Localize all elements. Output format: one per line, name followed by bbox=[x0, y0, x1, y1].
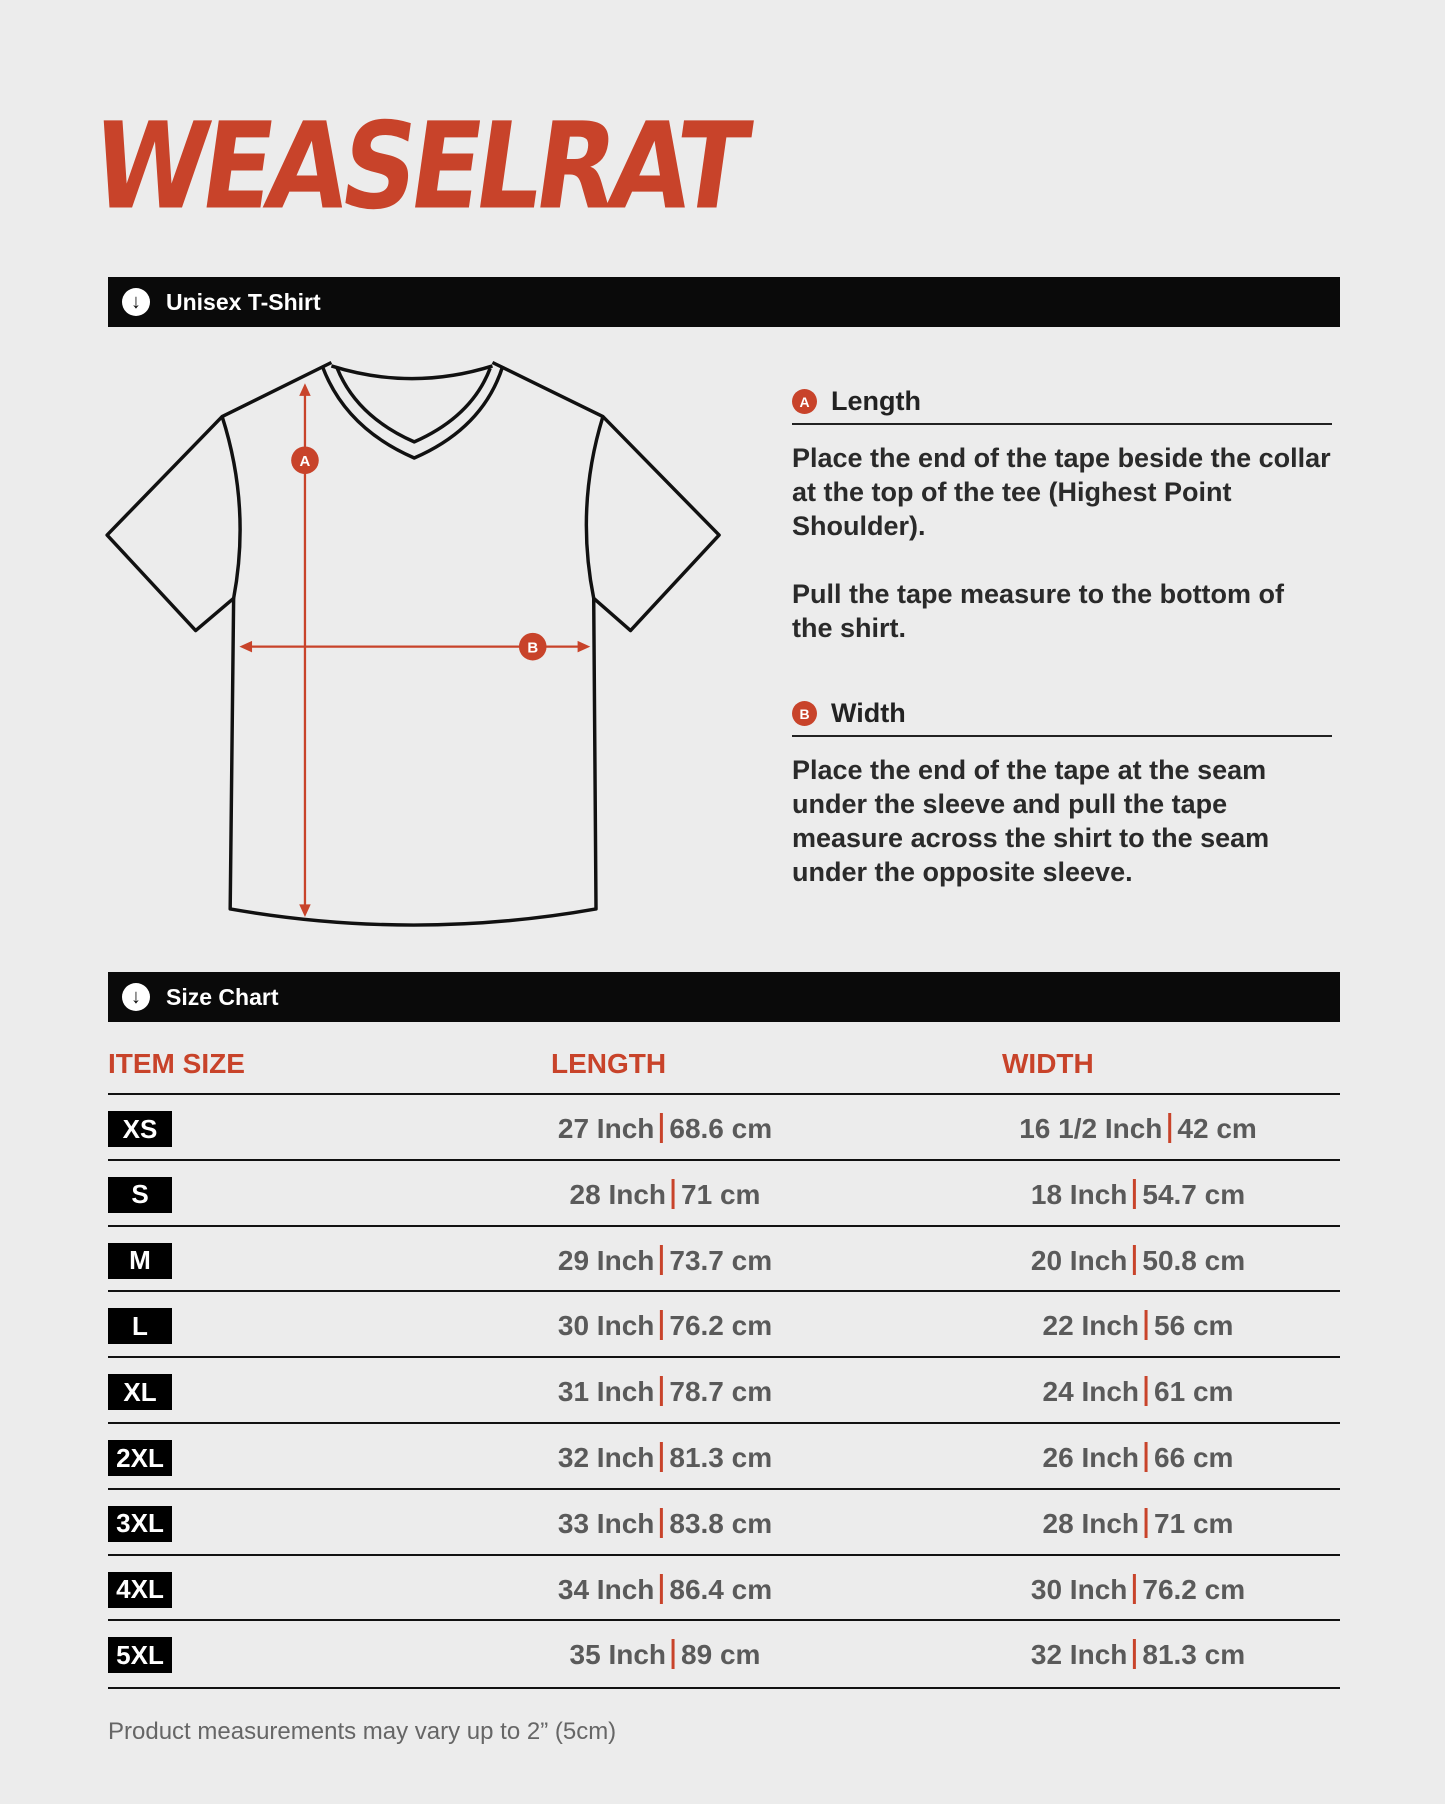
tshirt-diagram bbox=[100, 351, 740, 940]
separator bbox=[660, 1113, 663, 1143]
length-cm: 71 cm bbox=[681, 1178, 761, 1210]
width-value bbox=[1043, 1508, 1234, 1540]
length-cm: 86.4 cm bbox=[669, 1573, 773, 1605]
length-value bbox=[558, 1574, 772, 1606]
table-header bbox=[108, 1044, 1340, 1092]
size-label: M bbox=[108, 1243, 172, 1279]
length-value bbox=[558, 1442, 772, 1474]
table-row bbox=[108, 1619, 1340, 1689]
size-label: S bbox=[108, 1177, 172, 1213]
length-inch: 33 Inch bbox=[557, 1507, 655, 1539]
separator bbox=[660, 1442, 663, 1472]
length-inch: 31 Inch bbox=[557, 1376, 655, 1408]
width-cm: 81.3 cm bbox=[1142, 1639, 1246, 1671]
length-inch: 34 Inch bbox=[557, 1573, 655, 1605]
length-cm: 73.7 cm bbox=[669, 1244, 773, 1276]
length-cm: 76.2 cm bbox=[669, 1310, 773, 1342]
table-row bbox=[108, 1488, 1340, 1556]
table-row bbox=[108, 1356, 1340, 1424]
width-title: Width bbox=[831, 698, 906, 728]
col-width: WIDTH bbox=[1002, 1048, 1094, 1079]
width-value bbox=[1031, 1179, 1245, 1211]
table-row bbox=[108, 1093, 1340, 1161]
col-length: LENGTH bbox=[551, 1048, 667, 1079]
separator bbox=[660, 1574, 663, 1604]
badge-a: A bbox=[792, 389, 817, 414]
width-cm: 61 cm bbox=[1154, 1376, 1234, 1408]
separator bbox=[1145, 1310, 1148, 1340]
size-label: 5XL bbox=[108, 1637, 172, 1673]
separator bbox=[1168, 1113, 1171, 1143]
table-row bbox=[108, 1159, 1340, 1227]
size-label: XS bbox=[108, 1111, 172, 1147]
width-inch: 24 Inch bbox=[1042, 1376, 1140, 1408]
length-inch: 35 Inch bbox=[569, 1639, 667, 1671]
separator bbox=[1133, 1179, 1136, 1209]
length-instructions bbox=[792, 386, 1332, 645]
separator bbox=[660, 1310, 663, 1340]
length-cm: 81.3 cm bbox=[669, 1442, 773, 1473]
width-cm: 76.2 cm bbox=[1142, 1573, 1246, 1605]
width-inch: 22 Inch bbox=[1042, 1310, 1140, 1342]
size-label: XL bbox=[108, 1374, 172, 1410]
separator bbox=[1145, 1508, 1148, 1538]
width-cm: 56 cm bbox=[1154, 1310, 1234, 1342]
length-inch: 29 Inch bbox=[557, 1244, 655, 1276]
marker-a: A bbox=[299, 453, 311, 471]
size-label: 3XL bbox=[108, 1506, 172, 1542]
length-text-2: Pull the tape measure to the bottom of the shirt. bbox=[792, 579, 1285, 643]
separator bbox=[672, 1639, 675, 1669]
length-value bbox=[558, 1245, 772, 1277]
separator bbox=[1133, 1639, 1136, 1669]
width-value bbox=[1031, 1574, 1245, 1606]
size-chart-header bbox=[108, 972, 1340, 1022]
separator bbox=[1133, 1574, 1136, 1604]
width-value bbox=[1043, 1442, 1234, 1474]
width-cm: 50.8 cm bbox=[1142, 1244, 1246, 1276]
separator bbox=[660, 1376, 663, 1406]
length-cm: 89 cm bbox=[681, 1639, 761, 1671]
width-inch: 32 Inch bbox=[1030, 1639, 1128, 1671]
marker-b: B bbox=[527, 639, 539, 657]
size-label: L bbox=[108, 1308, 172, 1344]
table-row bbox=[108, 1290, 1340, 1358]
table-row bbox=[108, 1422, 1340, 1490]
separator bbox=[672, 1179, 675, 1209]
size-label: 4XL bbox=[108, 1572, 172, 1608]
length-inch: 32 Inch bbox=[557, 1442, 655, 1473]
width-value bbox=[1043, 1376, 1234, 1408]
separator bbox=[1145, 1376, 1148, 1406]
footnote: Product measurements may vary up to 2” (5cm) bbox=[108, 1718, 617, 1745]
length-inch: 27 Inch bbox=[557, 1113, 655, 1144]
tshirt-section-header bbox=[108, 277, 1340, 327]
length-inch: 30 Inch bbox=[557, 1310, 655, 1342]
width-instructions bbox=[792, 698, 1332, 889]
length-cm: 68.6 cm bbox=[669, 1113, 773, 1144]
width-value bbox=[1031, 1639, 1245, 1671]
width-cm: 42 cm bbox=[1177, 1113, 1257, 1144]
length-value bbox=[570, 1179, 761, 1211]
width-cm: 66 cm bbox=[1154, 1442, 1234, 1473]
width-value bbox=[1019, 1113, 1257, 1145]
length-cm: 78.7 cm bbox=[669, 1376, 773, 1408]
separator bbox=[660, 1508, 663, 1538]
length-title: Length bbox=[831, 386, 921, 416]
separator bbox=[660, 1245, 663, 1275]
arrow-down-circle-icon: ↓ bbox=[122, 288, 150, 316]
separator bbox=[1133, 1245, 1136, 1275]
width-value bbox=[1043, 1310, 1234, 1342]
width-value bbox=[1031, 1245, 1245, 1277]
badge-b: B bbox=[792, 701, 817, 726]
length-value bbox=[558, 1376, 772, 1408]
width-inch: 26 Inch bbox=[1042, 1442, 1140, 1473]
section-title: Size Chart bbox=[166, 983, 279, 1010]
width-inch: 30 Inch bbox=[1030, 1573, 1128, 1605]
width-inch: 18 Inch bbox=[1030, 1178, 1128, 1210]
col-item-size: ITEM SIZE bbox=[108, 1048, 245, 1079]
length-inch: 28 Inch bbox=[569, 1178, 667, 1210]
width-inch: 20 Inch bbox=[1030, 1244, 1128, 1276]
arrow-down-circle-icon: ↓ bbox=[122, 983, 150, 1011]
width-cm: 54.7 cm bbox=[1142, 1178, 1246, 1210]
tshirt-outline bbox=[107, 363, 719, 926]
length-value bbox=[558, 1310, 772, 1342]
length-value bbox=[558, 1113, 772, 1145]
section-title: Unisex T-Shirt bbox=[166, 288, 321, 315]
length-cm: 83.8 cm bbox=[669, 1507, 773, 1539]
table-row bbox=[108, 1554, 1340, 1622]
width-text: Place the end of the tape at the seam under the sleeve and pull the tape measure across the shirt to the seam under the opposite sleeve. bbox=[792, 755, 1270, 887]
length-text-1: Place the end of the tape beside the collar at the top of the tee (Highest Point Shoulder). bbox=[792, 443, 1331, 541]
width-cm: 71 cm bbox=[1154, 1507, 1234, 1539]
width-inch: 28 Inch bbox=[1042, 1507, 1140, 1539]
width-inch: 16 1/2 Inch bbox=[1019, 1113, 1163, 1144]
length-value bbox=[570, 1639, 761, 1671]
length-value bbox=[558, 1508, 772, 1540]
size-label: 2XL bbox=[108, 1440, 172, 1476]
weaselrat-logo: WEASELRAT bbox=[84, 96, 752, 237]
separator bbox=[1145, 1442, 1148, 1472]
table-row bbox=[108, 1225, 1340, 1293]
